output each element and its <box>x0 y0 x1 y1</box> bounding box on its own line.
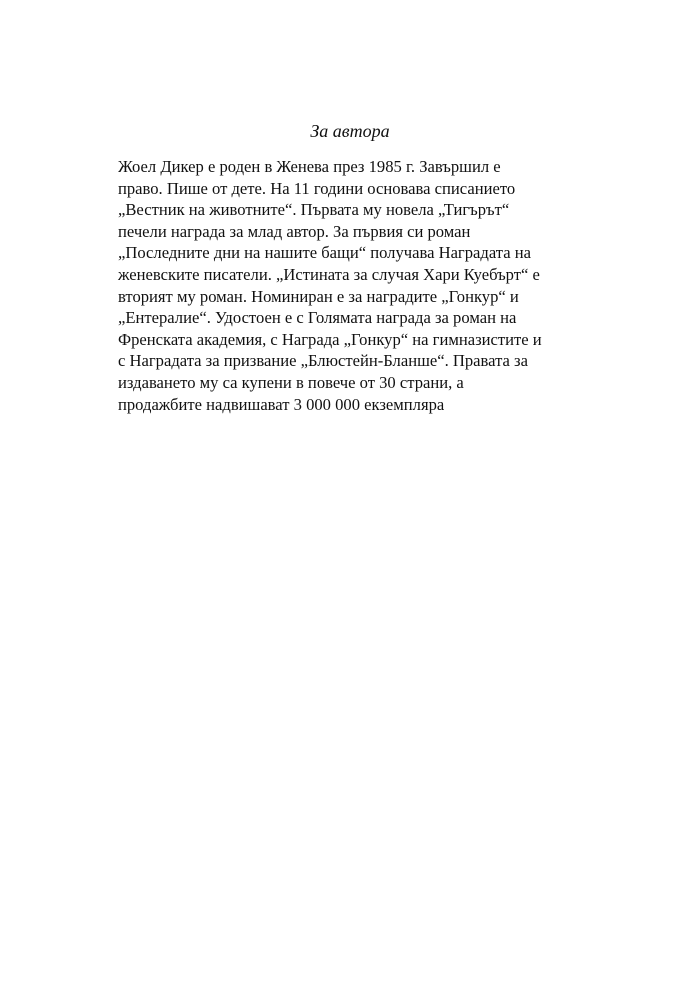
paragraph-line: женевските писатели. „Истината за случая Хари Куебърт“ е <box>118 264 540 284</box>
author-bio-paragraph <box>118 156 598 415</box>
paragraph-line: право. Пише от дете. На 11 години основава списанието <box>118 178 516 198</box>
paragraph-line: Жоел Дикер е роден в Женева през 1985 г. Завършил е <box>118 157 501 176</box>
section-title: За автора <box>310 121 390 141</box>
paragraph-line: издаването му са купени в повече от 30 страни, а <box>118 372 464 392</box>
paragraph-line: с Наградата за призвание „Блюстейн-Бланше“. Правата за <box>118 351 528 371</box>
paragraph-line: вторият му роман. Номиниран е за наградите „Гонкур“ и <box>118 286 519 306</box>
paragraph-line: печели награда за млад автор. За първия си роман <box>118 221 471 241</box>
paragraph-line: „Последните дни на нашите бащи“ получава Наградата на <box>118 243 531 263</box>
paragraph-line: „Вестник на животните“. Първата му новела „Тигърът“ <box>118 200 510 220</box>
paragraph-line: Френската академия, с Награда „Гонкур“ на гимназистите и <box>118 329 542 349</box>
paragraph-line: продажбите надвишават 3 000 000 екземпляра <box>118 394 445 414</box>
paragraph-line: „Ентералие“. Удостоен е с Голямата награда за роман на <box>118 308 517 328</box>
